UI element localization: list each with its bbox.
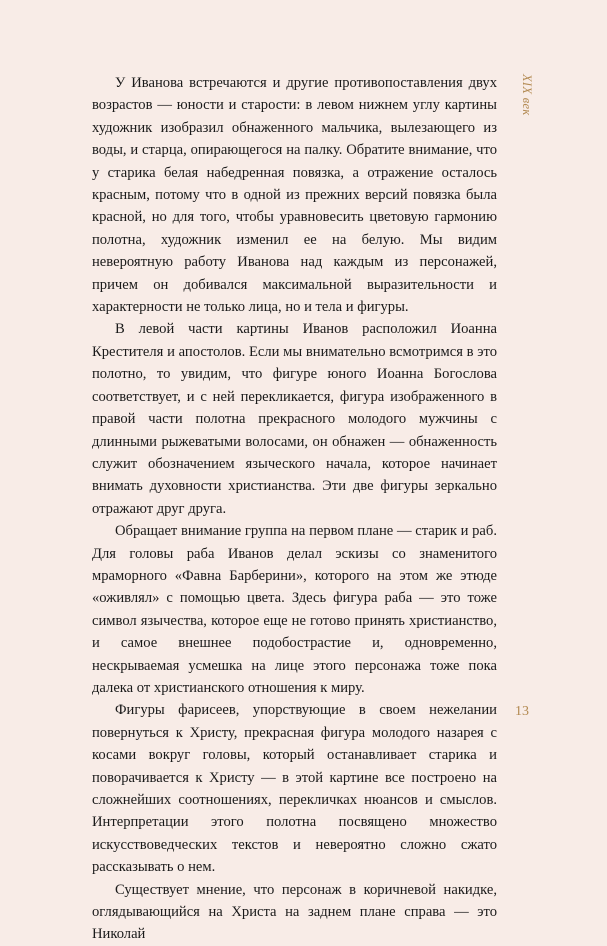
paragraph-4: Фигуры фарисеев, упорствующие в своем нежелании повернуться к Христу, прекрасная фигура молодого назарея с косами вокруг головы, который останавливает старика и поворачивается к Христу — в этой картине все построено на сложнейших соотношениях, перекличках нюансов и смыслов. Интерпретации этого полотна посвящено множество искусствоведческих текстов и невероятно сложно сжато рассказывать о нем. [92, 702, 497, 876]
paragraph-1: У Иванова встречаются и другие противопоставления двух возрастов — юности и старости: в левом нижнем углу картины художник изобразил обнаженного мальчика, вылезающего из воды, и старца, опирающегося на палку. Обратите внимание, что у старика белая набедренная повязка, а отражение осталось красным, потому что в одной из прежних версий повязка была красной, но для того, чтобы уравновесить цветовую гармонию полотна, художник изменил ее на белую. Мы видим невероятную работу Иванова над каждым из персонажей, причем он добивался максимальной выразительности и характерности не только лица, но и тела и фигуры. [92, 75, 497, 316]
paragraph-3: Обращает внимание группа на первом плане — старик и раб. Для головы раба Иванов делал эскизы со знаменитого мраморного «Фавна Барберини», которого на этом же этюде «оживлял» с помощью цвета. Здесь фигура раба — это тоже символ язычества, которое еще не готово принять христианство, и самое внешнее подобострастие и, одновременно, нескрываемая усмешка на лице этого персонажа тоже пока далека от христианского отношения к миру. [92, 523, 497, 696]
paragraph-5: Существует мнение, что персонаж в коричневой накидке, оглядывающийся на Христа на заднем плане справа — это Николай [92, 881, 497, 943]
body-text [92, 72, 497, 946]
paragraph-2: В левой части картины Иванов расположил Иоанна Крестителя и апостолов. Если мы внимательно всмотримся в это полотно, то увидим, что фигуре юного Иоанна Богослова соответствует, и с ней перекликается, фигура изображенного в правой части полотна прекрасного молодого мужчины с длинными рыжеватыми волосами, он обнажен — обнаженность служит обозначением языческого начала, которое начинает внимать духовности христианства. Эти две фигуры зеркально отражают друг друга. [92, 321, 497, 517]
running-head: XIX век [520, 74, 534, 116]
page-number: 13 [515, 704, 529, 719]
